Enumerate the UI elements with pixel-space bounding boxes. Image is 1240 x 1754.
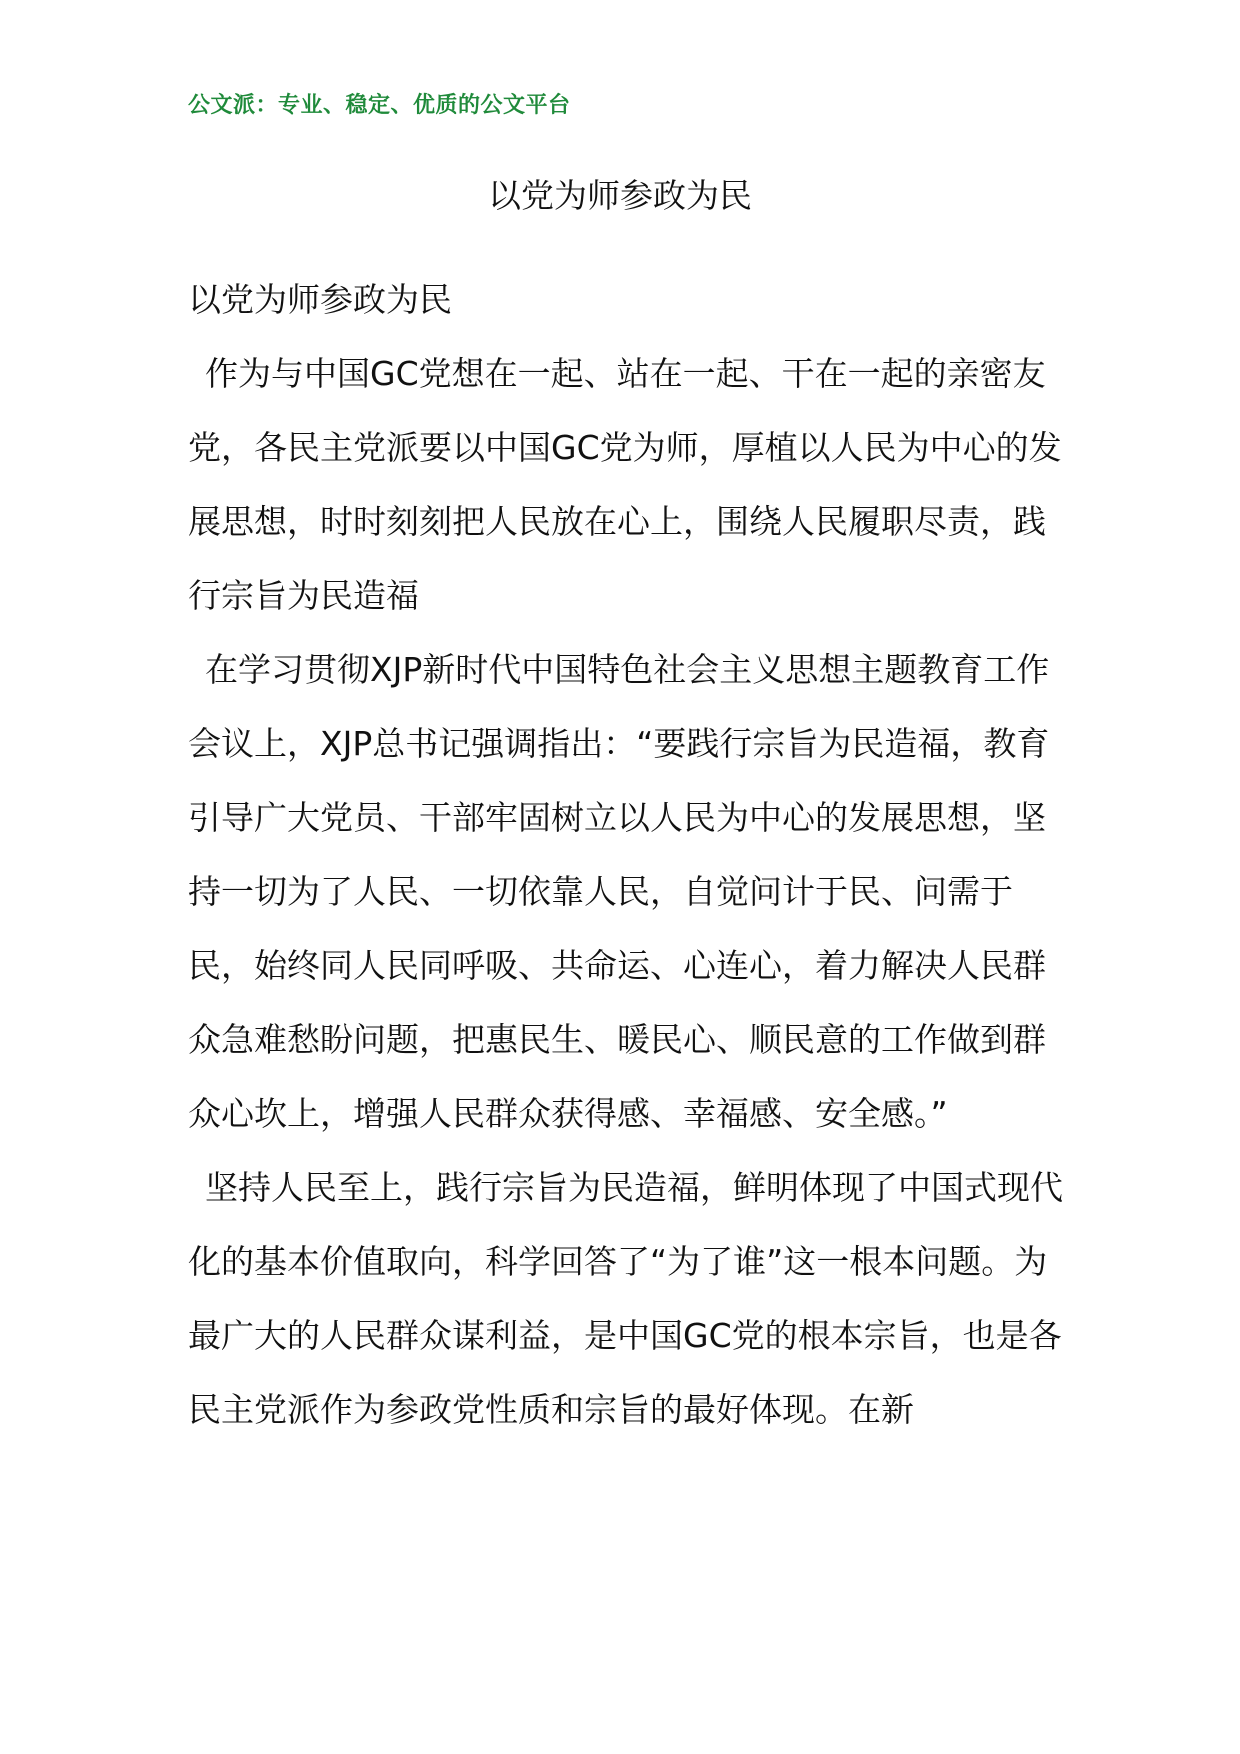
document-subtitle: 以党为师参政为民 (188, 280, 452, 319)
paragraph-1: 作为与中国GC党想在一起、站在一起、干在一起的亲密友党，各民主党派要以中国GC党为师，厚植以人民为中心的发展思想，时时刻刻把人民放在心上，围绕人民履职尽责，践行宗旨为民造福 (188, 354, 1062, 615)
platform-header-note: 公文派：专业、稳定、优质的公文平台 (188, 93, 571, 118)
paragraph-3: 坚持人民至上，践行宗旨为民造福，鲜明体现了中国式现代化的基本价值取向，科学回答了“为了谁”这一根本问题。为最广大的人民群众谋利益，是中国GC党的根本宗旨，也是各民主党派作为参政党性质和宗旨的最好体现。在新 (188, 1168, 1063, 1429)
document-body (188, 263, 1068, 1447)
paragraph-2: 在学习贯彻XJP新时代中国特色社会主义思想主题教育工作会议上，XJP总书记强调指出：“要践行宗旨为民造福，教育引导广大党员、干部牢固树立以人民为中心的发展思想，坚持一切为了人民、一切依靠人民，自觉问计于民、问需于民，始终同人民同呼吸、共命运、心连心，着力解决人民群众急难愁盼问题，把惠民生、暖民心、顺民意的工作做到群众心坎上，增强人民群众获得感、幸福感、安全感。” (188, 650, 1050, 1133)
document-title: 以党为师参政为民 (488, 176, 752, 215)
